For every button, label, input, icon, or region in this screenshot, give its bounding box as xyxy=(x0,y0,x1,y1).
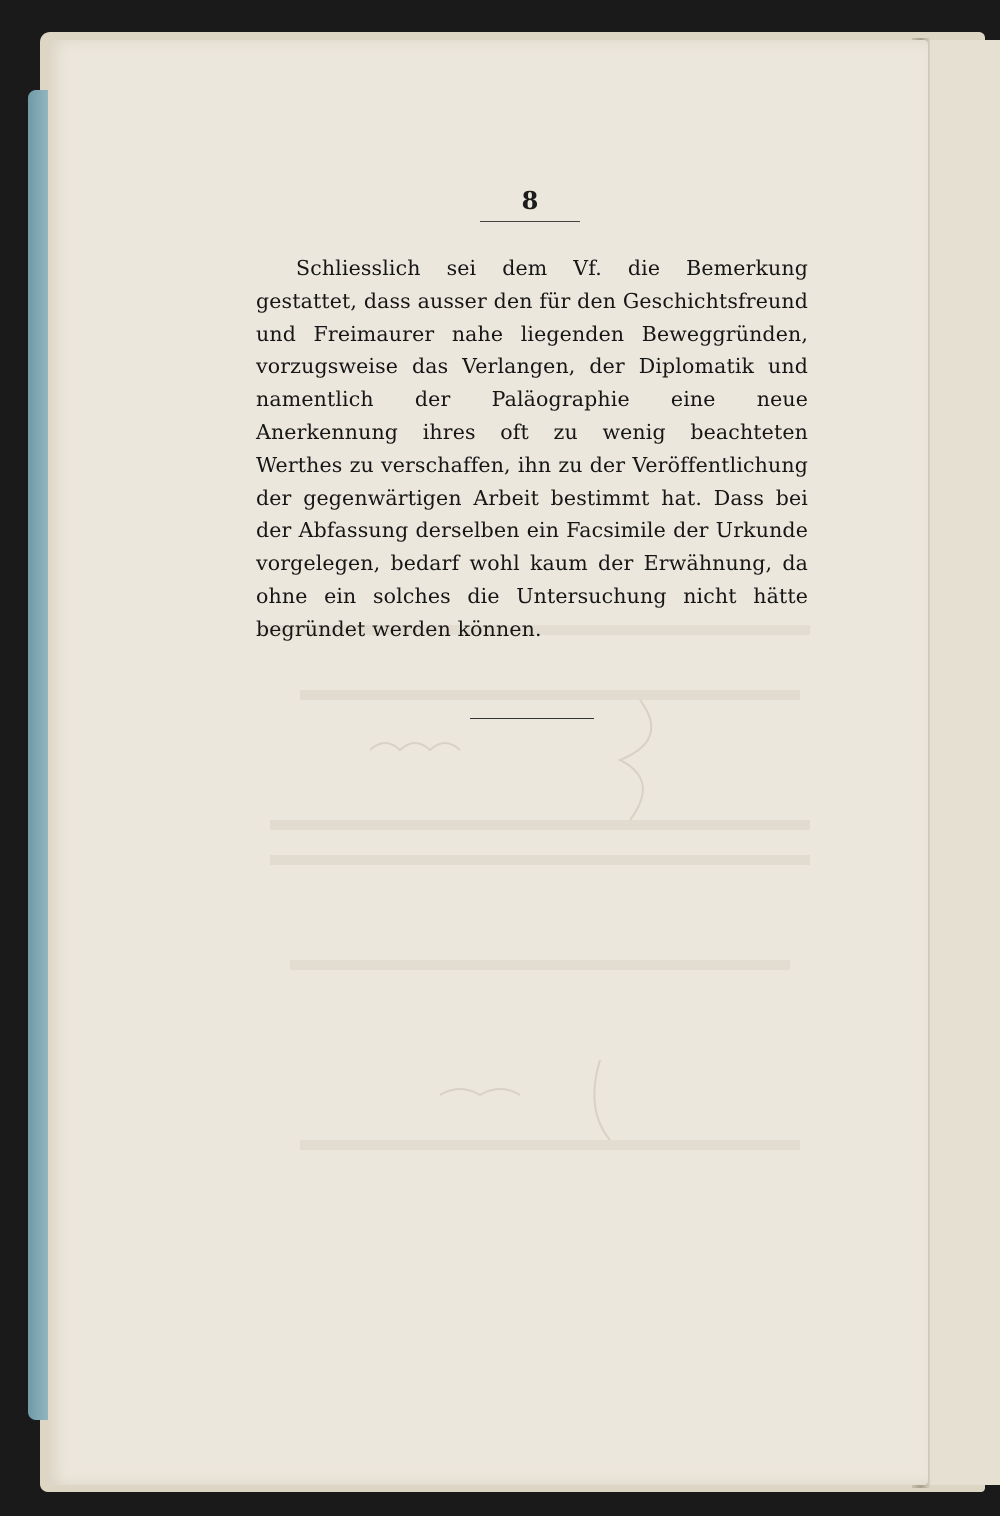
end-rule xyxy=(470,718,594,719)
facing-page xyxy=(925,40,1000,1485)
page-number-rule xyxy=(480,221,580,222)
page-number: 8 xyxy=(521,186,539,215)
body-paragraph: Schliesslich sei dem Vf. die Bemerkung gestattet, dass ausser den für den Geschichtsfreund und Freimaurer nahe liegenden Beweggründen, vorzugsweise das Verlangen, der Diplomatik und namentlich der Paläographie eine neue Anerkennung ihres oft zu wenig beachteten Werthes zu verschaffen, ihn zu der Veröffentlichung der gegenwärtigen Arbeit bestimmt hat. Dass bei der Abfassung derselben ein Facsimile der Urkunde vorgelegen, bedarf wohl kaum der Erwähnung, da ohne ein solches die Untersuchung nicht hätte begründet werden können. xyxy=(256,256,808,641)
